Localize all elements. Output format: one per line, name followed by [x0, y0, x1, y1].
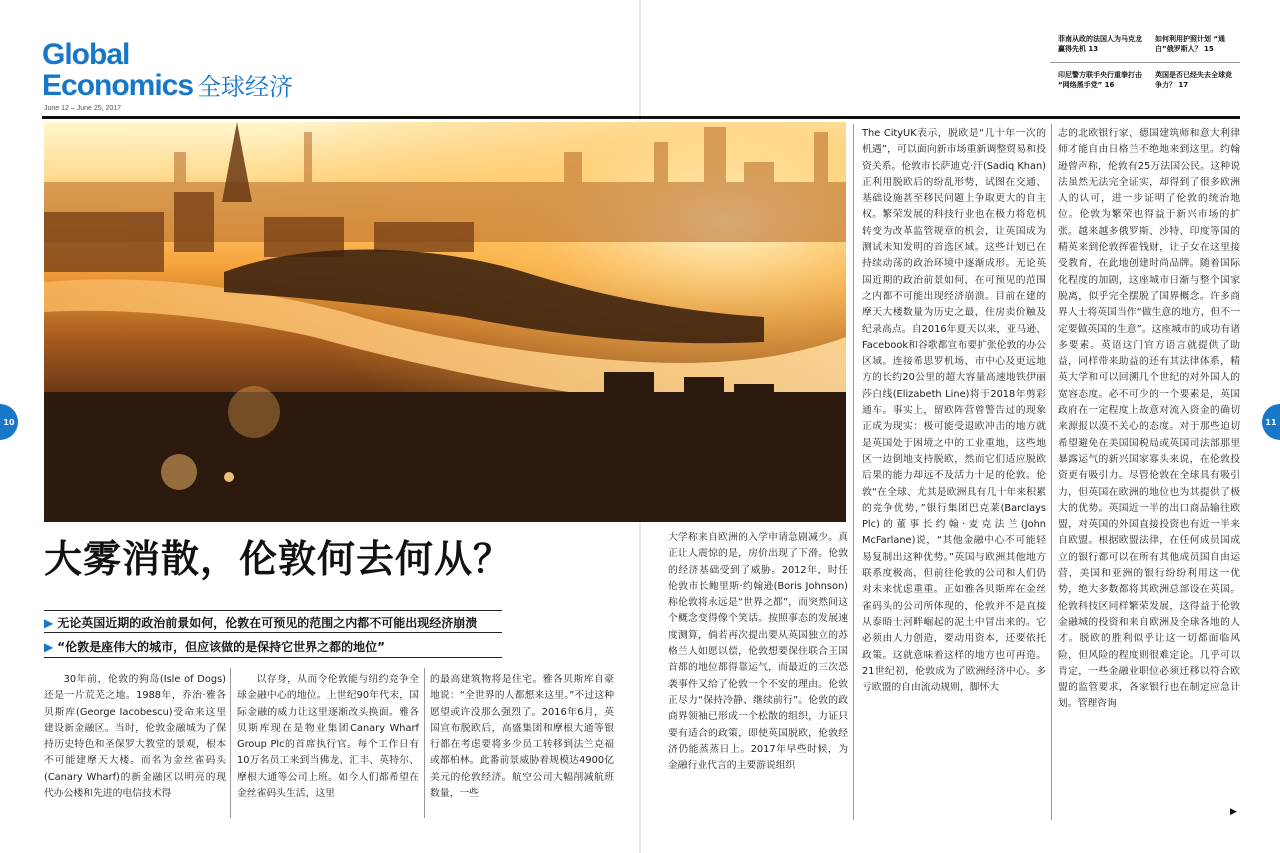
- subhead-rule-top: [44, 610, 502, 611]
- column-paragraph: 以存身，从而令伦敦能与纽约竞争全球金融中心的地位。上世纪90年代末，国际金融的威力让这里逐渐改头换面。雅各贝斯库现在是物业集团Canary Wharf Group Plc的首席执行官。每个工作日有10万名员工来到当佛龙、汇丰、英特尔、摩根大通等公司上班。如今人们都希望在金丝雀码头生活，这里: [237, 674, 419, 800]
- body-column-2: [237, 672, 419, 822]
- subhead-2-text: “伦敦是座伟大的城市，但应该做的是保持它世界之都的地位”: [57, 640, 386, 654]
- toc-divider: [1050, 62, 1240, 63]
- column-paragraph: 30年前，伦敦的狗岛(Isle of Dogs)还是一片荒芜之地。1988年，乔治·雅各贝斯库(George Iacobescu)受命来这里建设新金融区。当时，伦敦金融城为了保持历史特色和圣保罗大教堂的景观，根本不可能建摩天大楼。而名为金丝雀码头(Canary Wharf)的新金融区以明亮的现代办公楼和先进的电信技术得: [44, 674, 226, 800]
- masthead-chinese: 全球经济: [197, 73, 294, 101]
- toc-item-text: 如何利用护照计划 “通白”俄罗斯人？ 15: [1155, 35, 1226, 53]
- toc-item-text: 印尼警方联手央行重拳打击 “网络黑手党” 16: [1058, 71, 1142, 89]
- column-paragraph: The CityUK表示，脱欧是“几十年一次的机遇”，可以面向新市场重新调整贸易和投资关系。伦敦市长萨迪克·汗(Sadiq Khan)正利用脱欧后的纷乱形势，试图在交通、基础设施甚至移民问题上争取更大的自主权。繁荣发展的科技行业也在极力将危机转变为改革监管规章的机会，让英国成为测试未知发明的首选区域。这些计划已在持续动荡的政治环境中逐渐成形。无论英国近期的政治前景如何，在可预见的范围之内都不可能出现经济崩溃。目前在建的摩天大楼数量为历史之最，住房卖价触及纪录高点。自2016年夏天以来，亚马逊、Facebook和谷歌都宣布要扩张伦敦的办公区域。连接希思罗机场、市中心及更远地方的长约20公里的超大容量高速地铁伊丽莎白线(Elizabeth Line)将于2018年剪彩通车。事实上，留欧阵营曾警告过的现象正成为现实：极可能受退欧冲击的地方就是英国处于困境之中的工业重地，这些地区一边倒地支持脱欧，然而它们适应脱欧后果的能力却远不及活力十足的伦敦。伦敦“在全球、尤其是欧洲具有几十年来积累的竞争优势，”银行集团巴克莱(Barclays Plc)的董事长约翰·麦克法兰(John McFarlane)说，“其他金融中心不可能轻易复制出这种优势。”英国与欧洲其他地方联系度极高，但前往伦敦的公司和人们仍对未来忧虑重重。正如雅各贝斯库在金丝雀码头的公司所体现的，伦敦并不是直接从泰晤士河畔崛起的泥土中冒出来的。它必须由人力创造，要动用资本，还要依托政策。这就意味着这样的地方也可再造。21世纪初，伦敦成为了欧洲经济中心。多亏欧盟的自由流动规则，脚怀大: [862, 128, 1046, 694]
- subhead-1-text: 无论英国近期的政治前景如何，伦敦在可预见的范围之内都不可能出现经济崩溃: [57, 616, 478, 630]
- continue-arrow-icon: ▶: [1230, 807, 1237, 817]
- column-divider: [230, 668, 231, 818]
- column-divider: [1051, 124, 1052, 820]
- triangle-icon: ▶: [44, 640, 54, 654]
- masthead-economics: [42, 70, 293, 103]
- issue-date: June 12 – June 25, 2017: [44, 105, 122, 112]
- body-column-3: [430, 672, 614, 822]
- column-divider: [424, 668, 425, 818]
- subhead-1: [44, 614, 477, 631]
- toc-item[interactable]: [1155, 70, 1237, 90]
- subhead-rule-bottom: [44, 657, 502, 658]
- article-headline: 大雾消散，伦敦何去何从？: [44, 537, 513, 581]
- section-masthead: [42, 40, 293, 103]
- body-column-5: [862, 126, 1046, 820]
- toc-item-text: 菲南从政的法国人为马克龙赢得先机 13: [1058, 35, 1142, 53]
- column-paragraph: 的最高建筑物将是住宅。雅各贝斯库自豪地说：“全世界的人都想来这里。”不过这种愿望或许没那么强烈了。2016年6月，英国宣布脱欧后，高盛集团和摩根大通等银行都在考虑要将多少员工转移到法兰克福或都柏林。此番前景威胁着规模达4900亿美元的伦敦经济。航空公司大幅削减航班数量，一些: [430, 674, 614, 800]
- page-number-right-text: 11: [1265, 417, 1277, 427]
- toc-item[interactable]: [1058, 34, 1146, 54]
- toc-item[interactable]: [1155, 34, 1237, 54]
- body-column-6: [1058, 126, 1240, 820]
- triangle-icon: ▶: [44, 616, 54, 630]
- header-rule: [42, 116, 1240, 119]
- subhead-2: [44, 638, 385, 655]
- body-column-1: [44, 672, 226, 822]
- subhead-rule-middle: [44, 632, 502, 633]
- toc-item[interactable]: [1058, 70, 1146, 90]
- masthead-economics-text: Economics: [42, 69, 194, 102]
- london-skyline-photo: [44, 122, 846, 522]
- column-divider: [853, 124, 854, 820]
- masthead-global: Global: [42, 38, 130, 71]
- toc-item-text: 英国是否已经失去全球竞争力？ 17: [1155, 71, 1232, 89]
- column-paragraph: 志的北欧银行家、德国建筑师和意大利律师才能自由日格兰不绝地来到这里。约翰逊曾声称，伦敦有25万法国公民。这种说法虽然无法完全证实，却得到了很多欧洲人的认可，进一步证明了伦敦的统治地位。伦敦为繁荣也得益于新兴市场的扩张。越来越多俄罗斯、沙特、印度等国的精英来到伦敦挥霍钱财，让子女在这里接受教育，在此地创建时尚品牌。随着国际化程度的加剧，这座城市日渐与整个国家脱离，似乎完全摆脱了国界概念。许多商界人士将英国当作“做生意的地方，但不一定要做英国的生意”。这座城市的成功有诸多要素。英语这门官方语言就提供了助益，同样带来助益的还有其法律体系，精英大学和可以回溯几个世纪的对外国人的宽容态度。必不可少的一个要素是，英国政府在一定程度上故意对流入资金的确切来源报以漠不关心的态度。对于那些迫切希望避免在美国国税局或英国司法部那里暴露运气的新兴国家寡头来说，在伦敦投资更有吸引力。尽管伦敦在全球具有吸引力，但英国在欧洲的地位也为其提供了极大的优势。英国近一半的出口商品输往欧盟，对英国的外国直接投资也有近一半来自欧盟。根据欧盟法律，在任何成员国成立的银行都可以在所有其他成员国自由运营，美国和亚洲的银行纷纷利用这一优势，绝大多数都将其欧洲总部设在英国。伦敦科技区同样繁荣发展，这得益于伦敦金融城的投资和来自欧洲及全球各地的人才。脱欧的胜利似乎让这一切都面临风险，但风险的程度则很难定论。几乎可以肯定，一些金融业职位必须迁移以符合欧盟的监管要求，各家银行也在制定应急计划。管理咨询: [1058, 128, 1240, 710]
- body-column-4: [668, 530, 848, 820]
- skyline-illustration: [44, 122, 846, 522]
- page-number-left-text: 10: [3, 417, 15, 427]
- column-paragraph: 大学称来自欧洲的入学申请急剧减少。真正让人震惊的是，房价出现了下滑。伦敦的经济基础受到了威胁。2012年，时任伦敦市长鲍里斯·约翰逊(Boris Johnson)称伦敦将永远是“世界之都”，而突然间这个概念变得像个笑话。按照事态的发展速度测算，倘若再次提出要从英国独立的苏格兰人如愿以偿，伦敦想要保住联合王国首都的地位都得靠运气，而最近的三次恐袭事件又给了伦敦一个不安的理由。伦敦正尽力“保持冷静、继续前行”。伦敦的政商界领袖已形成一个松散的组织，力证只要有适合的政策，即使英国脱欧，伦敦经济仍能蒸蒸日上。2017年早些时候，为金融行业代言的主要游说组织: [668, 532, 848, 772]
